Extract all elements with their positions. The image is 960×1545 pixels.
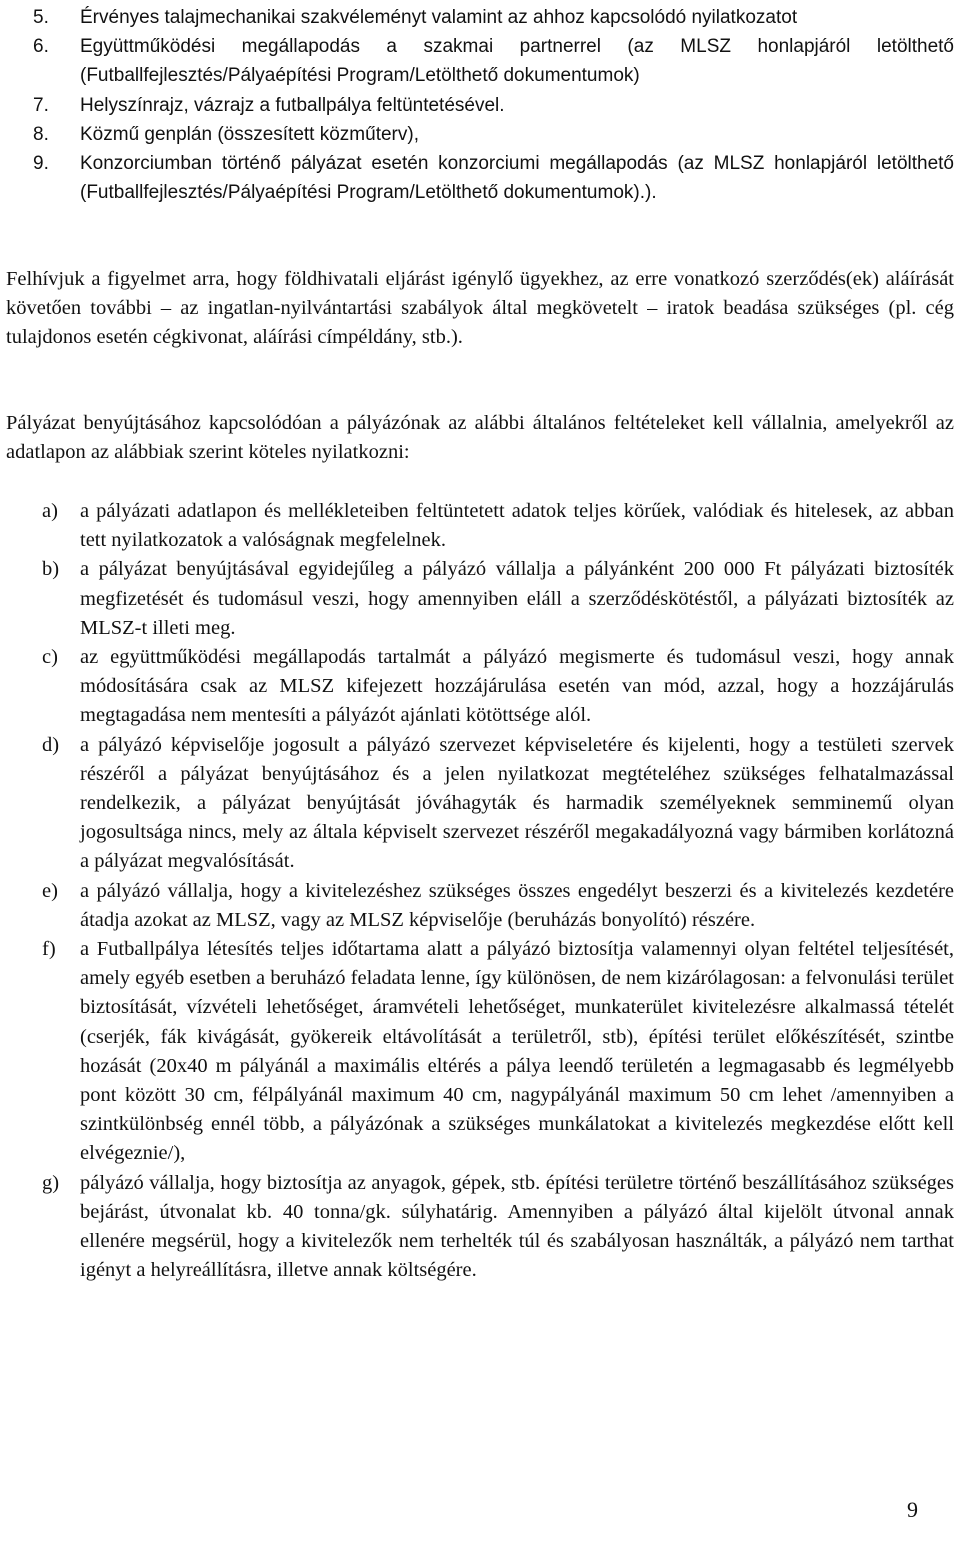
condition-item-letter: d) [42, 733, 60, 756]
condition-item [0, 1169, 960, 1286]
list-item-number: 6. [33, 36, 49, 58]
list-item-text: Közmű genplán (összesített közműterv), [80, 123, 419, 145]
condition-item-letter: a) [42, 500, 58, 522]
condition-item-letter: g) [42, 1171, 60, 1194]
condition-item-text: pályázó vállalja, hogy biztosítja az anyagok, gépek, stb. építési területre történő beszállításához szükséges bejárást, útvonalat kb. 40 tonna/gk. súlyhatárig. Amennyiben a pályázó által kijelölt útvonal annak ellenére megsérül, hogy a kivitelezők nem terhelték túl és szabályosan használták, a pályázó nem tarthat igényt a helyreállításra, illetve annak költségére. [80, 1171, 954, 1282]
condition-item-text: a Futballpálya létesítés teljes időtartama alatt a pályázó biztosítja valamennyi olyan feltétel teljesítését, amely egyéb esetben a beruházó feladata lenne, így különösen, de nem kizárólagosan: a felvonulási terület biztosítását, vízvételi lehetőséget, áramvételi lehetőséget, munkaterület kivitelezésre alkalmassá tételét (cserjék, fák kivágását, gyökereik eltávolítását a területről, stb), építési terület előkészítését, szintbe hozását (20x40 m pályánál a maximális eltérés a pálya leendő területén a legmagasabb és legmélyebb pont között 30 cm, félpályánál maximum 40 cm, nagypályánál maximum 50 cm lehet /amennyiben a szintkülönbség ennél több, a pályázónak a szükséges munkálatokat a kivitelezés megkezdése előtt kell elvégeznie/), [80, 938, 954, 1165]
condition-item-text: a pályázati adatlapon és mellékleteiben feltüntetett adatok teljes körűek, valódiak és hitelesek, az abban tett nyilatkozatok a valóságnak megfelelnek. [80, 500, 954, 552]
condition-item [0, 555, 960, 643]
list-item [0, 32, 960, 90]
list-item [0, 3, 960, 32]
list-item-number: 9. [33, 153, 49, 175]
list-item-text: Érvényes talajmechanikai szakvéleményt valamint az ahhoz kapcsolódó nyilatkozatot [80, 7, 798, 28]
land-registry-notice-paragraph: Felhívjuk a figyelmet arra, hogy földhivatali eljárást igénylő ügyekhez, az erre vonatkozó szerződés(ek) aláírását követően további – az ingatlan-nyilvántartási szabályok által megkövetelt – iratok beadása szükséges (pl. cég tulajdonos esetén cégkivonat, aláírási címpéldány, stb.). [6, 268, 954, 349]
list-item [0, 91, 960, 120]
condition-item-text: a pályázat benyújtásával egyidejűleg a pályázó vállalja a pályánként 200 000 Ft pályázati biztosíték megfizetését és tudomásul veszi, hogy amennyiben eláll a szerződéskötéstől, a pályázati biztosíték az MLSZ-t illeti meg. [80, 558, 954, 639]
condition-item [0, 935, 960, 1169]
condition-item [0, 643, 960, 731]
condition-item-text: az együttműködési megállapodás tartalmát a pályázó megismerte és tudomásul veszi, hogy annak módosítására csak az MLSZ kifejezett hozzájárulása esetén van mód, azzal, hogy a hozzájárulás megtagadása nem mentesíti a pályázót ajánlati kötöttsége alól. [80, 646, 954, 727]
general-conditions-list [0, 497, 960, 1285]
list-item-number: 5. [33, 7, 49, 28]
list-item-number: 7. [33, 94, 49, 116]
list-item-text: Együttműködési megállapodás a szakmai partnerrel (az MLSZ honlapjáról letölthető (Futballfejlesztés/Pályaépítési Program/Letölthető dokumentumok) [80, 36, 954, 87]
list-item [0, 149, 960, 207]
condition-item-letter: c) [42, 646, 58, 669]
condition-item [0, 497, 960, 555]
list-item-text: Helyszínrajz, vázrajz a futballpálya feltüntetésével. [80, 94, 505, 116]
condition-item-letter: b) [42, 558, 60, 581]
condition-item-text: a pályázó vállalja, hogy a kivitelezéshez szükséges összes engedélyt beszerzi és a kivitelezés kezdetére átadja azokat az MLSZ, vagy az MLSZ képviselője (beruházás bonyolító) részére. [80, 879, 954, 931]
condition-item [0, 731, 960, 877]
condition-item-text: a pályázó képviselője jogosult a pályázó szervezet képviseletére és kijelenti, hogy a testületi szervek részéről a pályázat benyújtásához és a jelen nyilatkozat megtételéhez szükséges felhatalmazással rendelkezik, a pályázat benyújtását jóváhagyták és harmadik személyeknek semminemű olyan jogosultsága nincs, mely az általa képviselt szervezet részéről megakadályozná vagy bármiben korlátozná a pályázat megvalósítását. [80, 733, 954, 873]
list-item-text: Konzorciumban történő pályázat esetén konzorciumi megállapodás (az MLSZ honlapjáról letölthető (Futballfejlesztés/Pályaépítési Program/Letölthető dokumentumok).). [80, 153, 954, 204]
condition-item [0, 877, 960, 935]
required-documents-list [0, 3, 960, 207]
list-item-number: 8. [33, 123, 49, 145]
condition-item-letter: f) [42, 938, 56, 961]
page-number: 9 [907, 1497, 918, 1522]
general-conditions-intro-paragraph: Pályázat benyújtásához kapcsolódóan a pályázónak az alábbi általános feltételeket kell vállalnia, amelyekről az adatlapon az alábbiak szerint köteles nyilatkozni: [6, 412, 954, 464]
condition-item-letter: e) [42, 879, 58, 902]
list-item [0, 120, 960, 149]
